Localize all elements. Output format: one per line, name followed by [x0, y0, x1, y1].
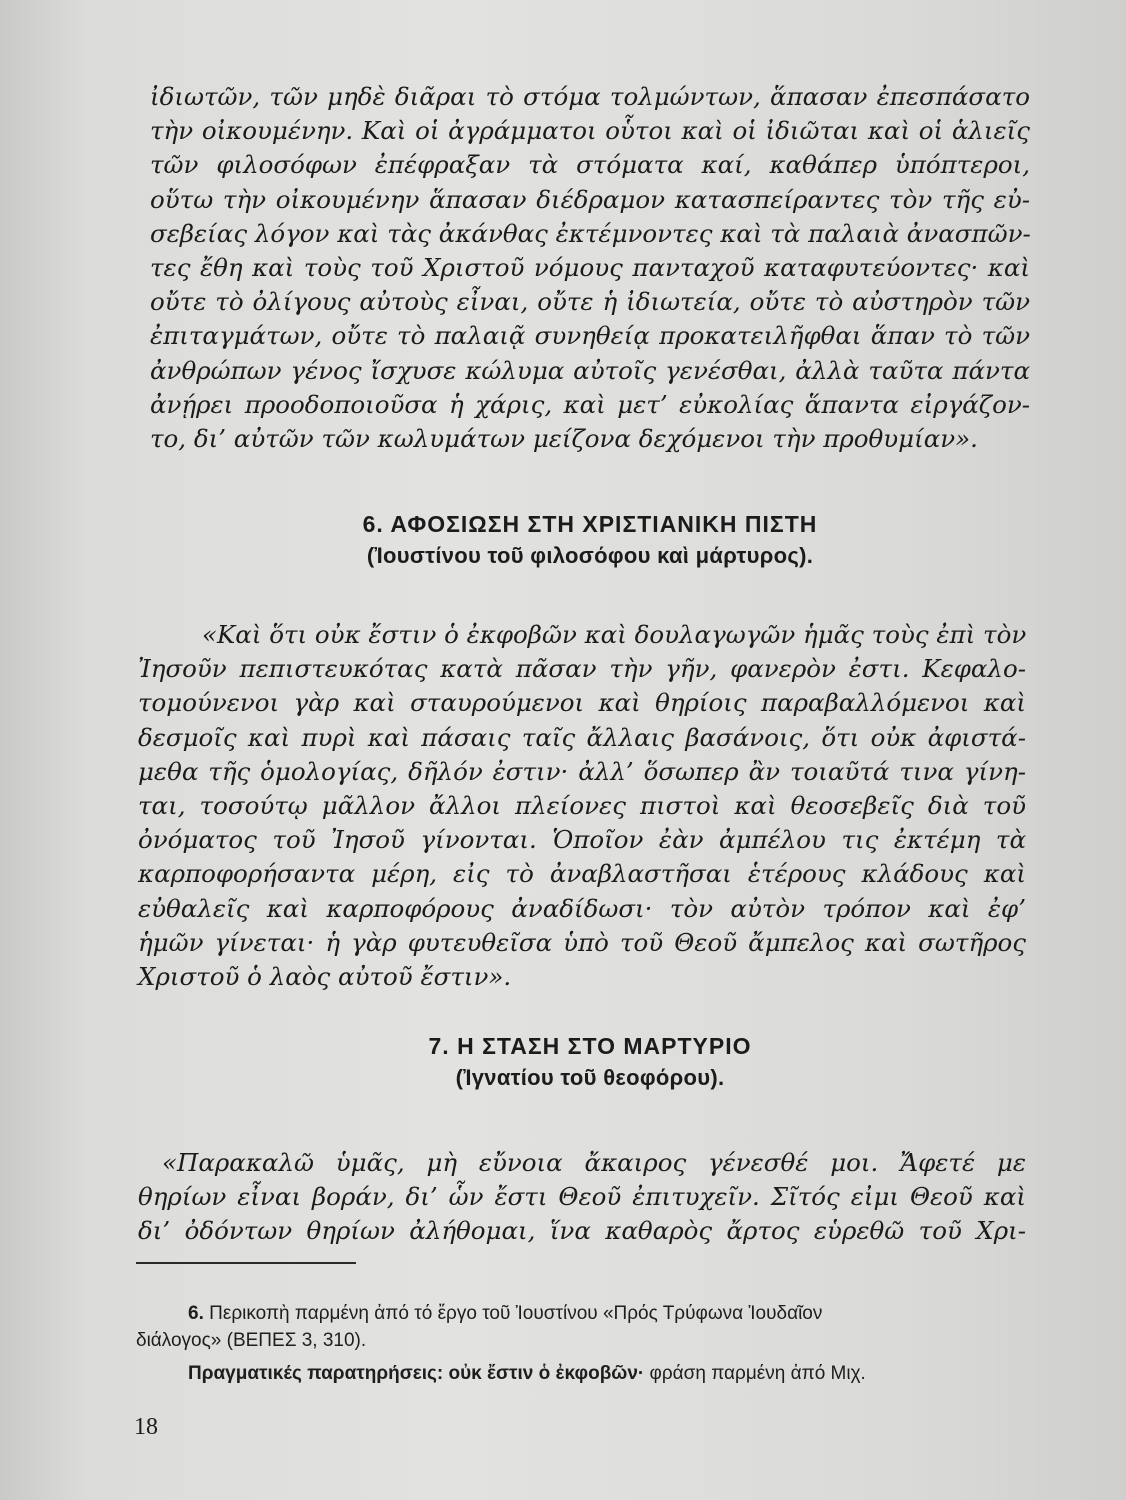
footnote-6 — [136, 1300, 1016, 1387]
text-line: ἀνθρώπων γένος ἴσχυσε κώλυμα αὐτοῖς γενέσθαι, ἀλλὰ ταῦτα πάντα — [150, 355, 1030, 385]
section-6-subtitle: (Ἰουστίνου τοῦ φιλοσόφου καὶ μάρτυρος). — [366, 543, 814, 568]
text-line: μεθα τῆς ὁμολογίας, δῆλόν ἐστιν· ἀλλ’ ὅσωπερ ἂν τοιαῦτά τινα γίνη- — [138, 756, 1026, 786]
text-line: το, δι’ αὐτῶν τῶν κωλυμάτων μείζονα δεχόμενοι τὴν προθυμίαν». — [150, 424, 978, 454]
text-line: ται, τοσούτῳ μᾶλλον ἄλλοι πλείονες πιστοὶ καὶ θεοσεβεῖς διὰ τοῦ — [138, 791, 1026, 821]
text-line: Ἰησοῦν πεπιστευκότας κατὰ πᾶσαν τὴν γῆν, φανερὸν ἐστι. Κεφαλο- — [138, 654, 1026, 684]
remarks-text: φράση παρμένη ἀπό Μιχ. — [649, 1363, 866, 1384]
text-line: ἀνῄρει προοδοποιοῦσα ἡ χάρις, καὶ μετ’ εὐκολίας ἅπαντα εἰργάζον- — [150, 389, 1030, 419]
footnote-text-2: διάλογος» (ΒΕΠΕΣ 3, 310). — [136, 1330, 367, 1351]
section-7-heading — [150, 1030, 1030, 1094]
text-line: δεσμοῖς καὶ πυρὶ καὶ πάσαις ταῖς ἄλλαις βασάνοις, ὅτι οὐκ ἀφιστά- — [138, 722, 1026, 752]
section-7-subtitle: (Ἰγνατίου τοῦ θεοφόρου). — [455, 1065, 725, 1090]
paragraph-1 — [150, 80, 1030, 456]
paragraph-3 — [138, 1146, 1026, 1249]
footnote-number: 6. — [188, 1303, 204, 1324]
section-6-heading — [150, 508, 1030, 572]
text-line: τες ἔθη καὶ τοὺς τοῦ Χριστοῦ νόμους πανταχοῦ καταφυτεύοντες· καὶ — [150, 253, 1030, 283]
section-7-title: 7. Η ΣΤΑΣΗ ΣΤΟ ΜΑΡΤΥΡΙΟ — [428, 1033, 752, 1059]
text-line: ἐπιταγμάτων, οὔτε τὸ παλαιᾷ συνηθείᾳ προκατειλῆφθαι ἅπαν τὸ τῶν — [150, 321, 1030, 351]
section-6-title: 6. ΑΦΟΣΙΩΣΗ ΣΤΗ ΧΡΙΣΤΙΑΝΙΚΗ ΠΙΣΤΗ — [362, 511, 818, 537]
footnote-divider — [136, 1262, 356, 1264]
text-line: τομούνενοι γὰρ καὶ σταυρούμενοι καὶ θηρίοις παραβαλλόμενοι καὶ — [138, 688, 1026, 718]
text-line: «Καὶ ὅτι οὐκ ἔστιν ὁ ἐκφοβῶν καὶ δουλαγωγῶν ἡμᾶς τοὺς ἐπὶ τὸν — [202, 620, 1027, 649]
remarks-label: Πραγματικές παρατηρήσεις: οὐκ ἔστιν ὁ ἐκφοβῶν· — [188, 1363, 645, 1384]
text-line: δι’ ὀδόντων θηρίων ἀλήθομαι, ἵνα καθαρὸς ἄρτος εὑρεθῶ τοῦ Χρι- — [138, 1216, 1026, 1246]
text-line: θηρίων εἶναι βοράν, δι’ ὧν ἔστι Θεοῦ ἐπιτυχεῖν. Σῖτός εἰμι Θεοῦ καὶ — [138, 1182, 1026, 1212]
text-line: εὐθαλεῖς καὶ καρποφόρους ἀναδίδωσι· τὸν αὐτὸν τρόπον καὶ ἐφ’ — [138, 893, 1026, 923]
text-line: οὕτω τὴν οἰκουμένην ἅπασαν διέδραμον κατασπείραντες τὸν τῆς εὐ- — [150, 184, 1030, 214]
text-line: ἡμῶν γίνεται· ἡ γὰρ φυτευθεῖσα ὑπὸ τοῦ Θεοῦ ἄμπελος καὶ σωτῆρος — [138, 927, 1026, 957]
text-line: οὔτε τὸ ὀλίγους αὐτοὺς εἶναι, οὔτε ἡ ἰδιωτεία, οὔτε τὸ αὐστηρὸν τῶν — [150, 287, 1030, 317]
text-line: καρποφορήσαντα μέρη, εἰς τὸ ἀναβλαστῆσαι ἑτέρους κλάδους καὶ — [138, 859, 1026, 889]
footnote-line-1 — [136, 1300, 1016, 1327]
text-line: «Παρακαλῶ ὑμᾶς, μὴ εὔνοια ἄκαιρος γένεσθέ μοι. Ἄφετέ με — [162, 1148, 1026, 1177]
footnote-text-1: Περικοπὴ παρμένη ἀπό τό ἔργο τοῦ Ἰουστίνου «Πρός Τρύφωνα Ἰουδαῖον — [209, 1303, 823, 1324]
text-line: σεβείας λόγον καὶ τὰς ἀκάνθας ἐκτέμνοντες καὶ τὰ παλαιὰ ἀνασπῶν- — [150, 218, 1031, 248]
text-line: τῶν φιλοσόφων ἐπέφραξαν τὰ στόματα καί, καθάπερ ὑπόπτεροι, — [150, 150, 1030, 180]
page-number: 18 — [134, 1414, 158, 1440]
text-line: Χριστοῦ ὁ λαὸς αὐτοῦ ἔστιν». — [138, 962, 512, 992]
text-line: ὀνόματος τοῦ Ἰησοῦ γίνονται. Ὁποῖον ἐὰν ἀμπέλου τις ἐκτέμη τὰ — [138, 825, 1026, 855]
text-line: τὴν οἰκουμένην. Καὶ οἱ ἀγράμματοι οὗτοι καὶ οἱ ἰδιῶται καὶ οἱ ἁλιεῖς — [150, 116, 1030, 146]
footnote-remarks — [136, 1360, 1016, 1387]
text-line: ἰδιωτῶν, τῶν μηδὲ διᾶραι τὸ στόμα τολμώντων, ἅπασαν ἐπεσπάσατο — [150, 82, 1030, 111]
paragraph-2 — [138, 618, 1026, 994]
